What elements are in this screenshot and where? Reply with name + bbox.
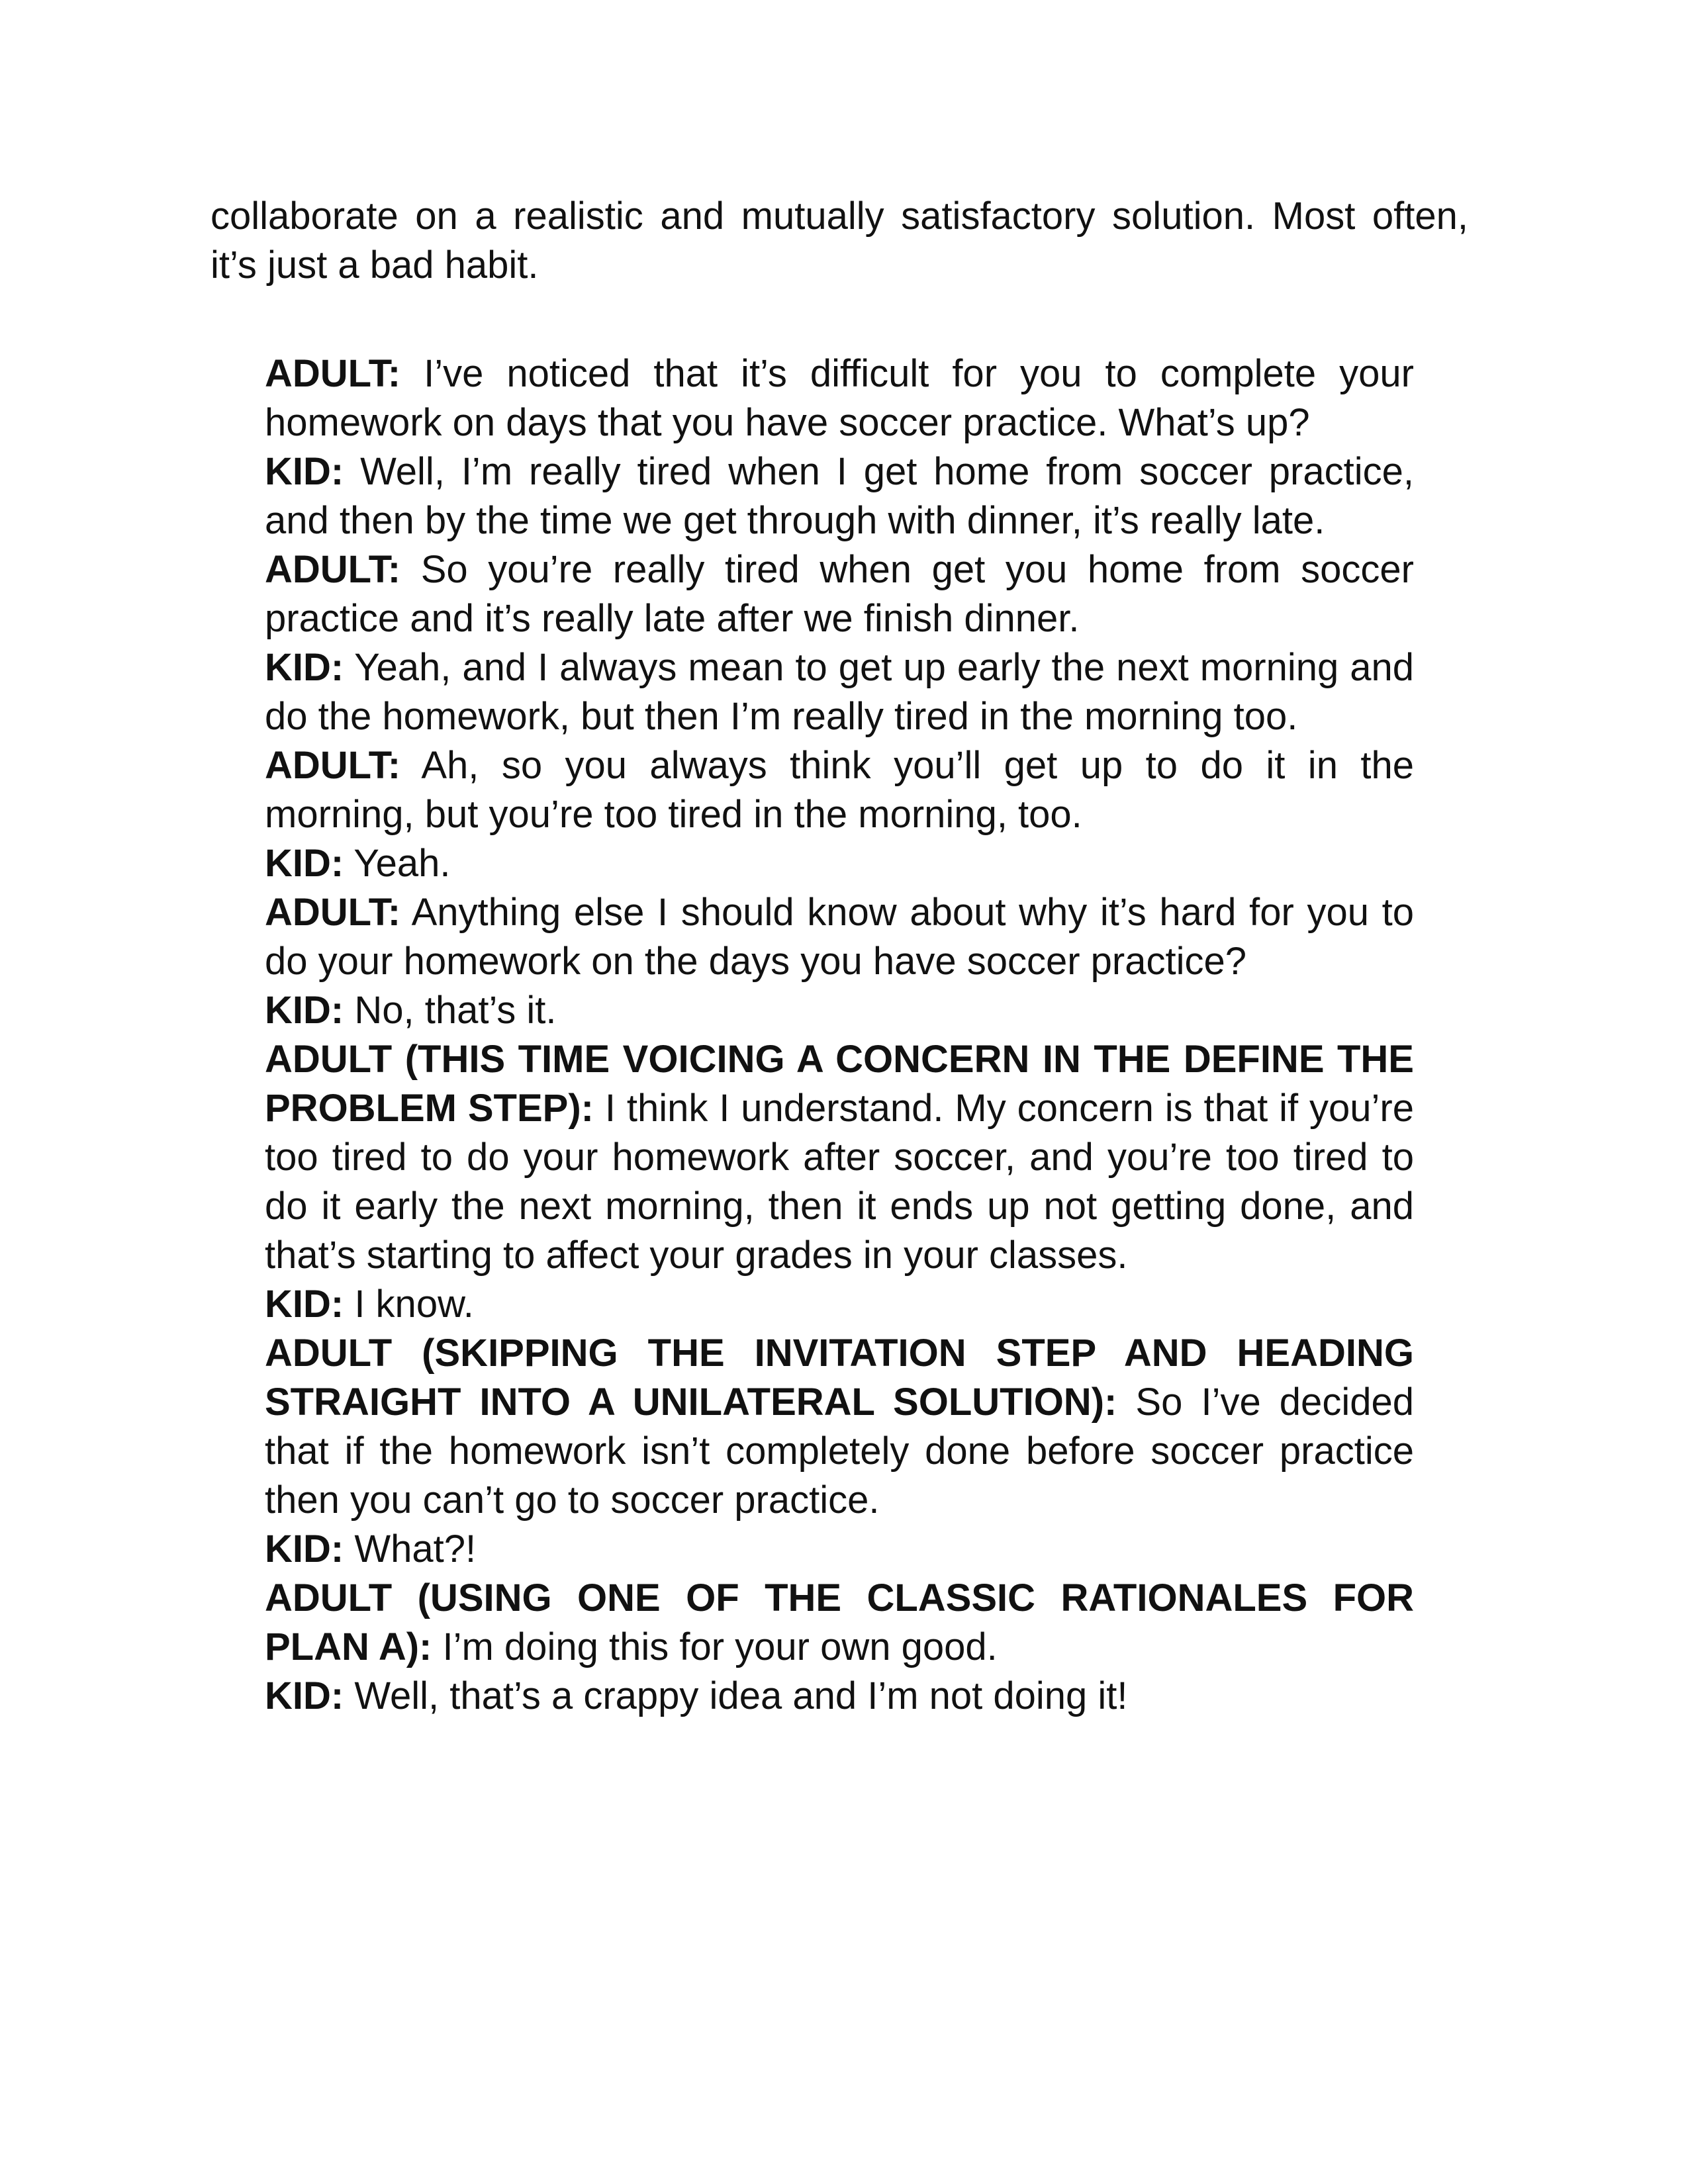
dialogue-block — [265, 349, 1414, 1721]
speaker-label: KID: — [265, 1674, 344, 1717]
speaker-label: KID: — [265, 989, 344, 1032]
dialogue-text: No, that’s it. — [354, 989, 557, 1032]
speaker-label: ADULT: — [265, 744, 401, 787]
dialogue-text: Yeah. — [353, 842, 451, 885]
dialogue-line — [265, 1574, 1414, 1672]
dialogue-line — [265, 447, 1414, 545]
dialogue-text: What?! — [354, 1527, 477, 1570]
dialogue-text: I’m doing this for your own good. — [442, 1625, 998, 1668]
dialogue-text: Yeah, and I always mean to get up early the next morning and do the homework, but then I’m really tired in the morning too. — [265, 646, 1414, 738]
speaker-label: KID: — [265, 1283, 344, 1326]
dialogue-line — [265, 1672, 1414, 1721]
speaker-label: KID: — [265, 450, 344, 493]
dialogue-line — [265, 839, 1414, 888]
dialogue-text: Ah, so you always think you’ll get up to do it in the morning, but you’re too tired in the morning, too. — [265, 744, 1415, 836]
dialogue-line — [265, 349, 1414, 447]
speaker-label: ADULT (SKIPPING THE INVITATION STEP AND HEADING STRAIGHT INTO A UNILATERAL SOLUTION): — [265, 1332, 1414, 1424]
speaker-label: ADULT: — [265, 548, 401, 591]
dialogue-line — [265, 986, 1414, 1035]
dialogue-text: So you’re really tired when get you home from soccer practice and it’s really late after we finish dinner. — [265, 548, 1414, 640]
speaker-label: ADULT (THIS TIME VOICING A CONCERN IN THE DEFINE THE PROBLEM STEP): — [265, 1038, 1414, 1130]
intro-paragraph: collaborate on a realistic and mutually satisfactory solution. Most often, it’s just a bad habit. — [211, 195, 1468, 287]
dialogue-text: Anything else I should know about why it’s hard for you to do your homework on the days you have soccer practice? — [265, 891, 1414, 983]
speaker-label: KID: — [265, 646, 344, 689]
dialogue-line — [265, 643, 1414, 741]
dialogue-text: Well, I’m really tired when I get home from soccer practice, and then by the time we get through with dinner, it’s really late. — [265, 450, 1414, 542]
speaker-label: ADULT: — [265, 891, 401, 934]
speaker-label: ADULT (USING ONE OF THE CLASSIC RATIONALES FOR PLAN A): — [265, 1576, 1414, 1668]
dialogue-line — [265, 888, 1414, 986]
dialogue-text: So I’ve decided that if the homework isn’t completely done before soccer practice then you can’t go to soccer practice. — [265, 1381, 1414, 1522]
speaker-label: ADULT: — [265, 352, 401, 395]
dialogue-line — [265, 1280, 1414, 1329]
dialogue-line — [265, 741, 1414, 839]
dialogue-text: I’ve noticed that it’s difficult for you to complete your homework on days that you have soccer practice. What’s up? — [265, 352, 1414, 444]
dialogue-line — [265, 1035, 1414, 1280]
dialogue-text: I know. — [354, 1283, 474, 1326]
dialogue-line — [265, 545, 1414, 643]
document-page — [211, 192, 1468, 1721]
dialogue-line — [265, 1329, 1414, 1525]
speaker-label: KID: — [265, 1527, 344, 1570]
speaker-label: KID: — [265, 842, 344, 885]
dialogue-text: I think I understand. My concern is that if you’re too tired to do your homework after soccer, and you’re too tired to do it early the next morning, then it ends up not getting done, and that’s starting to affect your grades in your classes. — [265, 1087, 1414, 1277]
dialogue-line — [265, 1525, 1414, 1574]
dialogue-text: Well, that’s a crappy idea and I’m not doing it! — [354, 1674, 1128, 1717]
